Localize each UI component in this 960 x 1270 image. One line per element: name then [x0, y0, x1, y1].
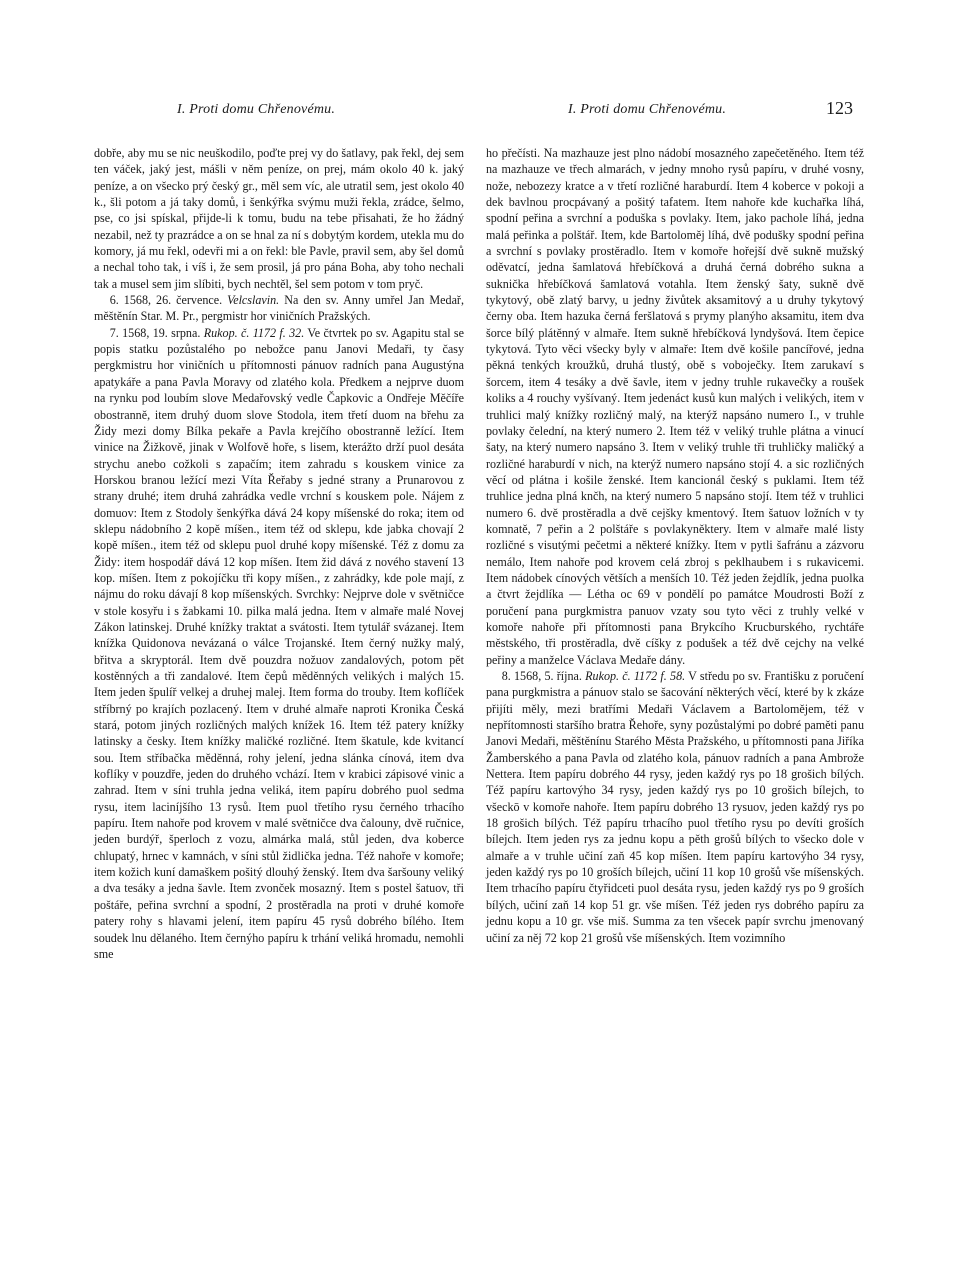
entry-6-text: Na den sv. Anny umřel Jan Medař, měštěnín Star. M. Pr., pergmistr hor viničních Pražských.	[94, 293, 464, 324]
running-title-right: I. Proti domu Chřenovému.	[568, 102, 727, 117]
running-title-left: I. Proti domu Chřenovému.	[177, 102, 336, 117]
column-gutter	[475, 145, 476, 1155]
entry-8	[486, 668, 864, 946]
page-number: 123	[826, 98, 853, 118]
left-paragraph-1: dobře, aby mu se nic neuškodilo, poďte prej vy do šatlavy, pak řekl, dej sem ten váček, jaký jest, mášli v něm peníze, on prej, mám okolo 40 k. jaký peníze, a on všecko prý český gr., měl sem víc, ale utratil sem, jest okolo 40 k., šli potom a já taky domů, i šenkýřka svýmu muži řekla, zrádce, šelmo, pse, co jsi spískal, přijde-li k tomu, budu na tebe přisahati, že ho žádný nezabil, než ty prazrádce a on se hnal za ní s dobytým kordem, utekla mu do komory, já mu řekl, odevři mi a on řekl: ble Pavle, pravil sem, aby šel domů a nechal toho tak, i víš i, že sem prosil, já pro pána Boha, aby toho nechali tak a musel sem jim slíbiti, bych nechtěl, šel sem potom v tom pryč.	[94, 146, 464, 291]
entry-7-heading: 7. 1568, 19. srpna.	[109, 325, 201, 340]
right-paragraph-1: ho přečísti. Na mazhauze jest plno nádobí mosazného zapečetěného. Item též na mazhauze ve třech almarách, v jedny mnoho rysů papíru, v druhé vosny, nože, nebozezy kratce a v třetí rozličné haraburdí. Item 4 koberce v pokoji a dek bavlnou procpávaný a pošitý tafatem. Item nahoře kde kuchařka líhá, spodní peřina a svrchní a poduška s povlaky. Item, jako pachole líhá, jedna malá peřinka a polštář. Item, kde Bartoloměj líhá, dvě podušky spodní peřina a svrchní s povlaky prostěradlo. Item v komoře hořejší dvě sukně mužský oděvatcí, jedna šamlatová hřebíčková a druhá černá dobrého sukna a suknička hřebíčková šamlatová votahla. Item ženský šaty, sukně dvě tykytový, obě zlatý barvy, u jedny živůtek aksamitový a u druhy tykytový černy oba. Item hazuka černá feršlatová s prymy planýho aksamitu, item dva šorce bílý plátěnný v almaře. Item sukně hřebíčková lyndyšová. Item čepice tykytová. Tyto věci všecky byly v almaře: Item dvě košile pancířové, jedna pěkná tenkých kroužků, druhá tlustý, obě s voboječky. Item zarukaví s šorcem, item 4 tesáky a dvě šavle, item v jedny truhle rukavečky a roušek koliks a 4 rouchy vyšívaný. Item jedenáct kusů kun malých i velikých, item v truhlici malý knížky rozličný malý, na kterýž napsáno numero I., v truhle povlaky čelední, na který numero 2. Item též v veliký truhle plátna a vinucí šaty, na který numero napsáno 3. Item v veliký truhle tři truhličky maličký a rozličné haraburdí v nich, na kterýž numero napsáno stojí 4. a sic rozličných věcí od plátna i košile ženské. Item kancionál český s puklami. Item též truhlice jedna plná knčh, na který numero 5 napsáno stojí. Item též v truhlici numero 6. dvě prostěradla a dvě cejšky kmentový. Item šatuov ložních v ty komnatě, 7 peřin a 2 polštáře s povlakyněktery. Item v almaře malé listy rozličné s visutými pečetmi a některé knížky. Item v pytli šafránu a zázvoru nemálo, Item nahoře pod krovem celá zbroj s peklhaubem i s rukavicemi. Item nádobek cínových větších a menších 10. Též jeden žejdlík, jedna puolka a čtvrt žejdlíka — Létha oc 69 v pondělí po památce Moudrosti Boží z poručení pana purgkmistra panuov vzaty sou tyto věci z truhly velké v komoře nahoře při přítomnosti pana Brykcího Krucburského, rychtáře městského, tři prostěradla, dvě cíšky z podušek a též dvě cejchy na velké peřiny a manželce Václava Medaře dány.	[486, 146, 864, 667]
entry-7	[94, 325, 464, 962]
entry-8-text: V středu po sv. Františku z poručení pana purgkmistra a pánuov stalo se šacování některých věcí, které by k zkáze přijíti měly, mezi bratřími Medaři Václavem a Bartolomějem, též v nepřítomnosti staršího bratra Řehoře, syny pozůstalými po dobré paměti panu Janovi Medaři, měštěnínu Starého Města Pražského, u přítomnosti pana Jiříka Žamberského a pana Pavla od zlatého kola, pánuov radních a pana Ambrože Nettera. Item papíru dobrého 44 rysy, jeden každý rys po 18 grošich bílých. Též papíru kartovýho 34 rysy, jeden každý rys po 10 grošich bílejch, to všeckō v komoře nahoře. Item papíru dobrého 13 rysuov, jeden každý rys po 18 grošich bílých. Též papíru trhacího puol třetího rysu po devíti groších bílejch. Item jeden rys za jednu kopu a pěth grošů bílých to všecko dole v almaře a v truhle učiní zaň 45 kop míšen. Item papíru kartovýho 34 rysy, jeden každý rys po 10 groších bílejch, učiní 11 kop 10 grošů vše míšenských. Item trhacího papíru čtyřidceti puol desáta rysu, jeden každý rys po 9 groších bílých, učiní zaň 14 kop 51 gr. vše míšen. Též jeden rys dobrého papíru za jednu kopu a 10 gr. vše miš. Summa za ten všecek papír svrchu jmenovaný učiní za něj 72 kop 21 grošů vše míšenských. Item vozimního	[486, 669, 864, 945]
running-header	[0, 100, 960, 124]
entry-6-heading: 6. 1568, 26. července.	[109, 293, 223, 308]
entry-7-source: Rukop. č. 1172 f. 32.	[203, 325, 305, 340]
entry-6-source: Velcslavin.	[227, 293, 280, 308]
entry-6	[94, 292, 464, 325]
entry-7-text: Ve čtvrtek po sv. Agapitu stal se popis statku pozůstalého po nebožce panu Janovi Medaři, ty časy pergkmistru hor viničních u přítomnosti pánuov radních pana Augustýna apatykáře a pana Pavla Moravy od zlatého kola. Předkem a nejprve duom na rynku pod loubím slove Medařovský vedle Čapkovic a Ondřeje Měčíře obostranně, item druhý duom slove Stodola, item třetí duom na břehu za Židy mezi domy Bílka pekaře a Pavla krejčího obostranně ležící. Item vinice na Žižkově, jinak v Wolfově hoře, s lisem, kterážto drží puol desáta strychu anebo cožkoli s zapačím; item zahradu s kouskem vinice za Horskou branou ležící mezi Víta Řeřaby s jedné strany a Prunarovou z strany druhé; item druhá zahrádka vedle vrchní s kouskem pole. Nájem z domuov: Item z Stodoly šenkýřka dává 24 kopy míšenské do roka; item od sklepu nádobního 2 kopě míšen., item též od sklepu, kde jabka chovají 2 kopě míšen., item též od sklepu puol druhé kopy míšenské. Též z domu za Židy: item hospodář dává 12 kop míšen. Item žid dává z nového stavení 13 kop. míšen. Item z pokojíčku tři kopy míšen., z zahrádky, kde pole mají, z nájmu do roku dávají 8 kop míšenských. Svrchky: Nejprve dole v světničce v stole kosyřu i s žabkami 10. pilka malá jedna. Item v almaře malé Novej Zákon latinskej. Druhé knížky traktat a svátosti. Item tytulář svázanej. Item knížka Quidonova nevázaná o válce Trojanské. Item černý nužky malý, břitva a skryptorál. Item dvě pouzdra nožuov zandalových, potom pět kostěnných a tři zandalové. Item čepů měděnných velikých i malých 15. Item jeden špulíř velkej a druhej malej. Item forma do trouby. Item koflíček stříbrný po krajích pozlacený. Item v druhé almaře naproti Kronika Česká stará, potom jiných rozličných malých knížek 16. Item též patery knížky latinsky a česky. Item knížky maličké rozličné. Item škatule, kde kvitancí sou. Item stříbačka měděnná, rohy jelení, jedna slánka cínová, item dva koflíky v pouzdře, jeden do druhého vchází. Item v krabici zápisové vinic a zahrad. Item v síni truhla jedna veliká, item papíru dobrého puol sedma rysu, item laciníjšího 13 rysů. Item puol třetího rysu černého trhacího papíru. Item nahoře pod krovem v malé světničce dva čalouny, dvě ručnice, jeden burdýř, šperloch z vozu, almárka malá, stůl jeden, dva koberce chlupatý, hrnec v kamnách, v síni stůl židlička jedna. Též nahoře v komoře; item kožich kuní damaškem pošitý dlouhý ženský. Item dva šaršouny veliký a dva tesáky a jedna šavle. Item zvonček mosazný. Item s postel šatuov, tři poštáře, peřina svrchní a spodní, 2 prostěradla na proti v druhé komoře patery rohy s hlavami jelení, item papíru 45 rysů dobrého bílého. Item soudek lnu dělaného. Item černýho papíru k trhání veliká hromadu, nemohli sme	[94, 325, 465, 961]
entry-8-source: Rukop. č. 1172 f. 58.	[585, 669, 686, 683]
right-column	[486, 145, 864, 946]
left-column	[94, 145, 464, 962]
entry-8-heading: 8. 1568, 5. října.	[501, 669, 582, 683]
